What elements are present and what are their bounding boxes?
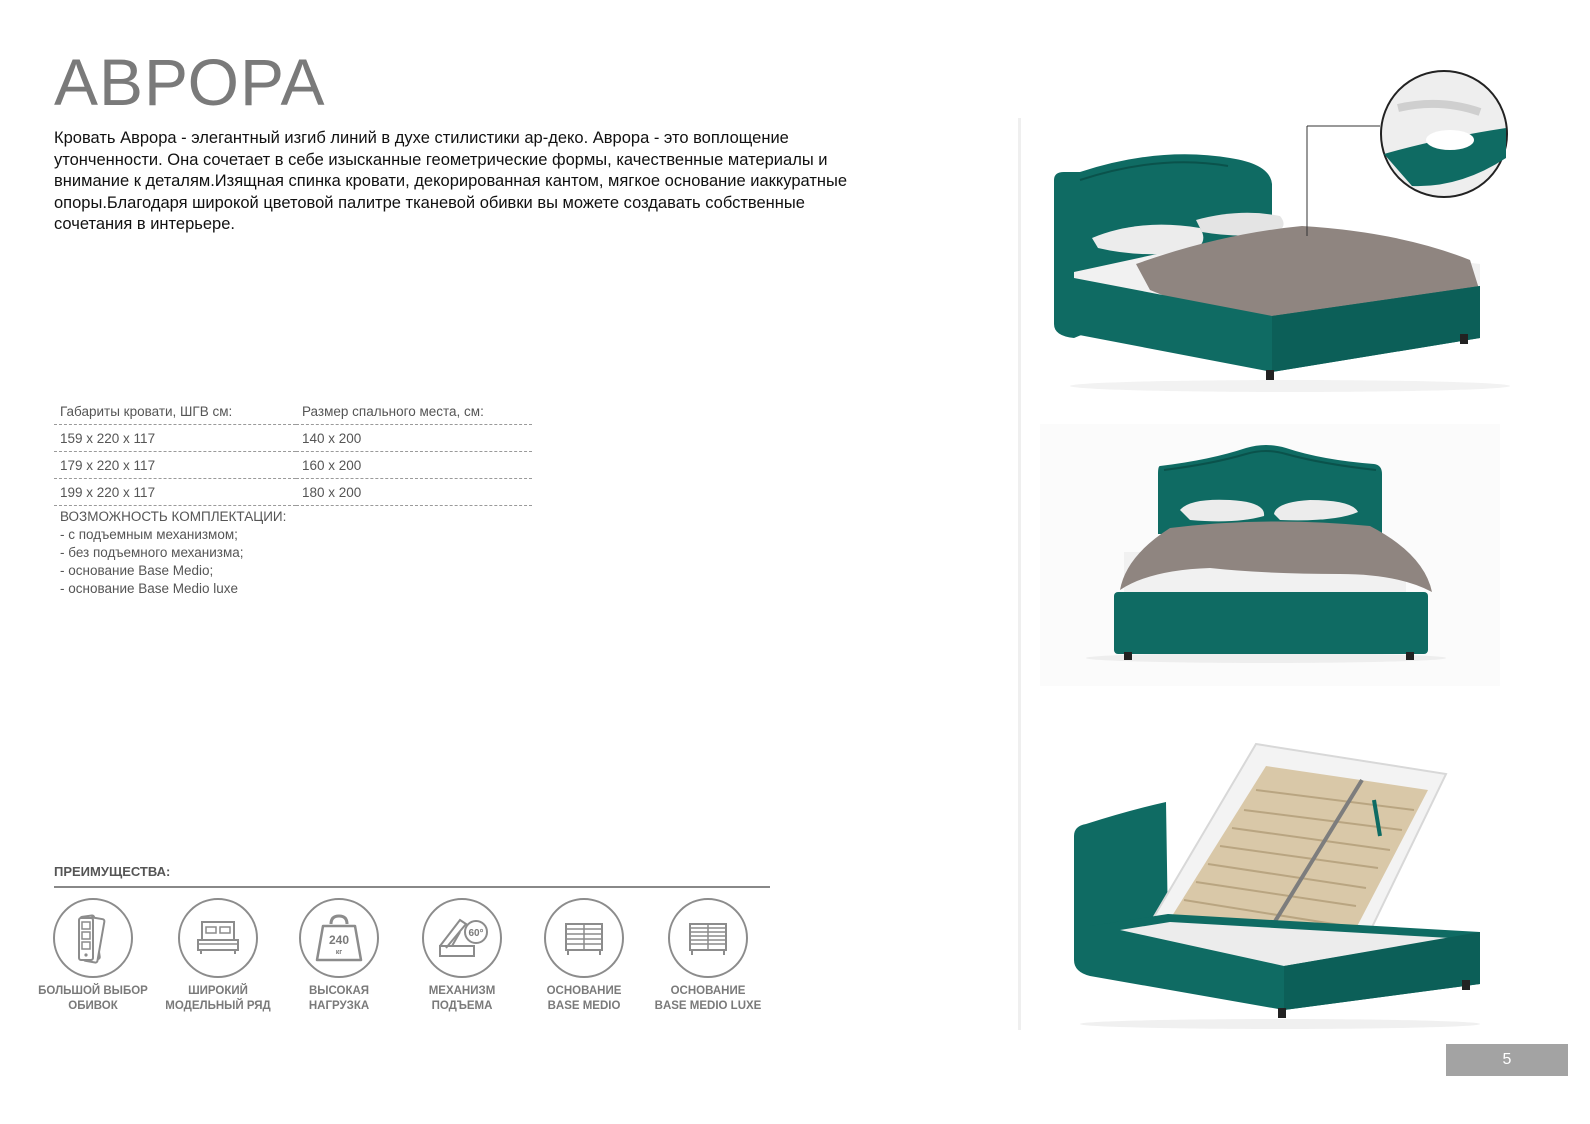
- weight-unit: кг: [335, 949, 343, 956]
- specs-header-row: [54, 398, 532, 425]
- advantage-fabric: [33, 898, 153, 1014]
- page-number: 5: [1446, 1044, 1568, 1076]
- lift-angle-value: 60°: [468, 928, 484, 939]
- advantage-label: ШИРОКИЙ МОДЕЛЬНЫЙ РЯД: [165, 985, 271, 1012]
- options-heading: ВОЗМОЖНОСТЬ КОМПЛЕКТАЦИИ:: [60, 509, 287, 524]
- advantages-rule: [54, 886, 770, 888]
- advantage-base-medio: [524, 898, 644, 1014]
- advantage-label: МЕХАНИЗМ ПОДЪЕМА: [428, 985, 496, 1012]
- bed-photo-lifted: [1060, 740, 1490, 1034]
- spec-sleep-size: 140 x 200: [296, 425, 532, 452]
- advantage-model-range: [158, 898, 278, 1014]
- advantage-label: ОСНОВАНИЕ BASE MEDIO LUXE: [654, 985, 762, 1012]
- specs-header-sleep-size: Размер спального места, см:: [296, 398, 532, 425]
- table-row: [54, 452, 532, 479]
- column-divider: [1018, 118, 1021, 1030]
- advantages-title: ПРЕИМУЩЕСТВА:: [54, 864, 171, 879]
- table-row: [54, 479, 532, 506]
- weight-icon: [299, 898, 379, 978]
- configuration-options: [60, 508, 286, 598]
- fabric-swatches-icon: [53, 898, 133, 978]
- advantage-base-medio-luxe: [648, 898, 768, 1014]
- table-row: [54, 425, 532, 452]
- spec-sleep-size: 160 x 200: [296, 452, 532, 479]
- spec-dimensions: 179 x 220 x 117: [54, 452, 296, 479]
- slat-base-luxe-icon: [668, 898, 748, 978]
- advantage-label: ОСНОВАНИЕ BASE MEDIO: [546, 985, 622, 1012]
- spec-dimensions: 159 x 220 x 117: [54, 425, 296, 452]
- advantage-lift: [402, 898, 522, 1014]
- advantage-label: ВЫСОКАЯ НАГРУЗКА: [308, 985, 370, 1012]
- specs-header-dimensions: Габариты кровати, ШГВ см:: [54, 398, 296, 425]
- slat-base-icon: [544, 898, 624, 978]
- list-item: - основание Base Medio;: [60, 563, 214, 578]
- page-title: АВРОРА: [54, 45, 326, 119]
- advantage-load: [279, 898, 399, 1014]
- spec-dimensions: 199 x 220 x 117: [54, 479, 296, 506]
- list-item: - с подъемным механизмом;: [60, 527, 238, 542]
- list-item: - без подъемного механизма;: [60, 545, 244, 560]
- lift-mechanism-icon: [422, 898, 502, 978]
- bed-photo-angled: [1040, 68, 1530, 398]
- list-item: - основание Base Medio luxe: [60, 581, 239, 596]
- bed-photo-front: [1040, 424, 1500, 686]
- weight-value: 240: [328, 933, 350, 947]
- bed-icon: [178, 898, 258, 978]
- spec-sleep-size: 180 x 200: [296, 479, 532, 506]
- specs-table: [54, 398, 532, 506]
- product-description: Кровать Аврора - элегантный изгиб линий в духе стилистики ар-деко. Аврора - это воплощение утонченности. Она сочетает в себе изысканные геометрические формы, качественные материалы и внимание к деталям.Изящная спинка кровати, декорированная кантом, мягкое основание иаккуратные опоры.Благодаря широкой цветовой палитре тканевой обивки вы можете создавать собственные сочетания в интерьере.: [54, 129, 848, 233]
- advantage-label: БОЛЬШОЙ ВЫБОР ОБИВОК: [38, 985, 148, 1012]
